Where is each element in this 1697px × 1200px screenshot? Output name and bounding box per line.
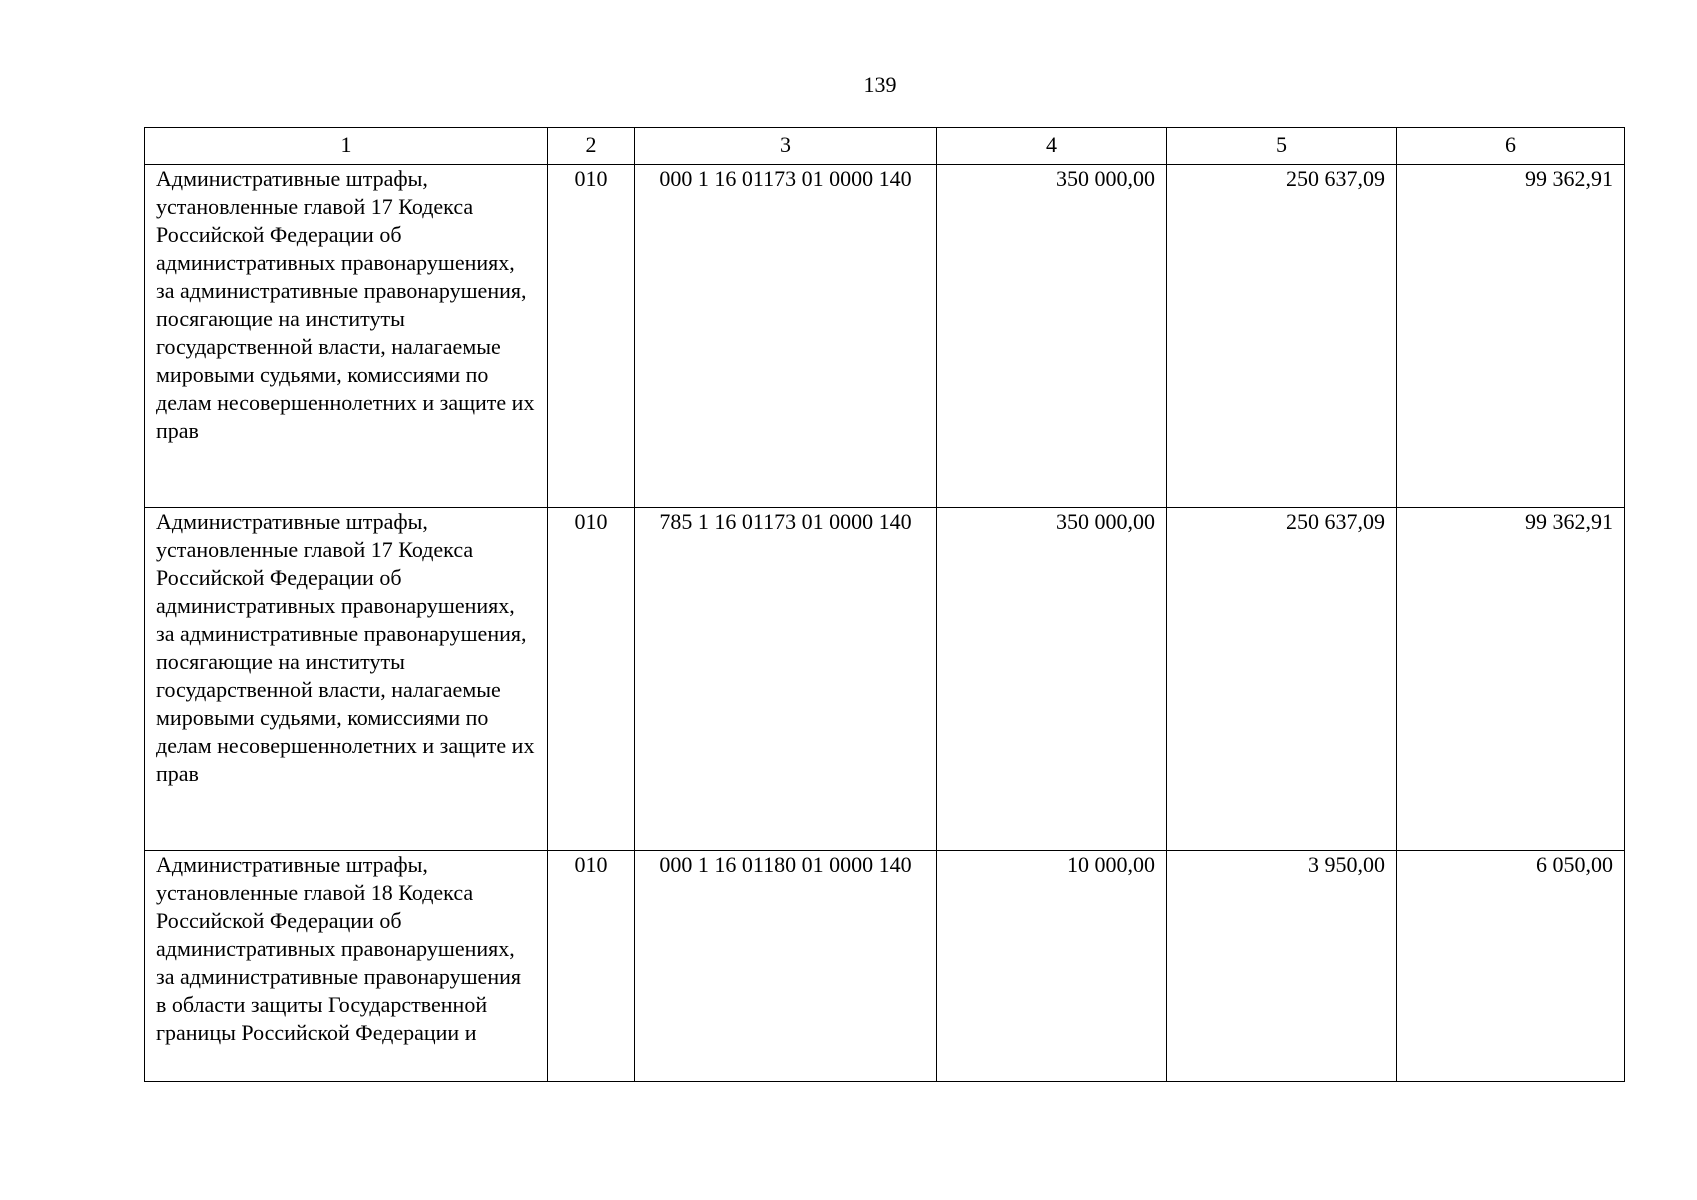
- column-header-6: 6: [1397, 128, 1625, 165]
- row-line-code: 010: [548, 508, 635, 851]
- row-executed-amount: 3 950,00: [1167, 851, 1397, 1082]
- row-approved-amount: 10 000,00: [937, 851, 1167, 1082]
- column-header-5: 5: [1167, 128, 1397, 165]
- column-header-4: 4: [937, 128, 1167, 165]
- revenue-table: [144, 127, 1625, 1082]
- row-unexecuted-amount: 99 362,91: [1397, 165, 1625, 508]
- table-row: [145, 851, 1625, 1082]
- row-name: Административные штрафы, установленные главой 17 Кодекса Российской Федерации об административных правонарушениях, за административные правонарушения, посягающие на институты государственной власти, налагаемые мировыми судьями, комиссиями по делам несовершеннолетних и защите их прав: [145, 508, 548, 851]
- column-header-3: 3: [635, 128, 937, 165]
- page-number: 139: [863, 72, 897, 97]
- row-unexecuted-amount: 6 050,00: [1397, 851, 1625, 1082]
- table-row: [145, 508, 1625, 851]
- column-header-2: 2: [548, 128, 635, 165]
- row-line-code: 010: [548, 165, 635, 508]
- table-header-row: [145, 128, 1625, 165]
- row-executed-amount: 250 637,09: [1167, 165, 1397, 508]
- row-budget-code: 000 1 16 01173 01 0000 140: [635, 165, 937, 508]
- row-executed-amount: 250 637,09: [1167, 508, 1397, 851]
- row-name: Административные штрафы, установленные главой 18 Кодекса Российской Федерации об административных правонарушениях, за административные правонарушения в области защиты Государственной границы Российской Федерации и: [145, 851, 548, 1082]
- row-line-code: 010: [548, 851, 635, 1082]
- row-name: Административные штрафы, установленные главой 17 Кодекса Российской Федерации об административных правонарушениях, за административные правонарушения, посягающие на институты государственной власти, налагаемые мировыми судьями, комиссиями по делам несовершеннолетних и защите их прав: [145, 165, 548, 508]
- table-row: [145, 165, 1625, 508]
- row-unexecuted-amount: 99 362,91: [1397, 508, 1625, 851]
- row-approved-amount: 350 000,00: [937, 508, 1167, 851]
- row-budget-code: 000 1 16 01180 01 0000 140: [635, 851, 937, 1082]
- row-approved-amount: 350 000,00: [937, 165, 1167, 508]
- column-header-1: 1: [145, 128, 548, 165]
- row-budget-code: 785 1 16 01173 01 0000 140: [635, 508, 937, 851]
